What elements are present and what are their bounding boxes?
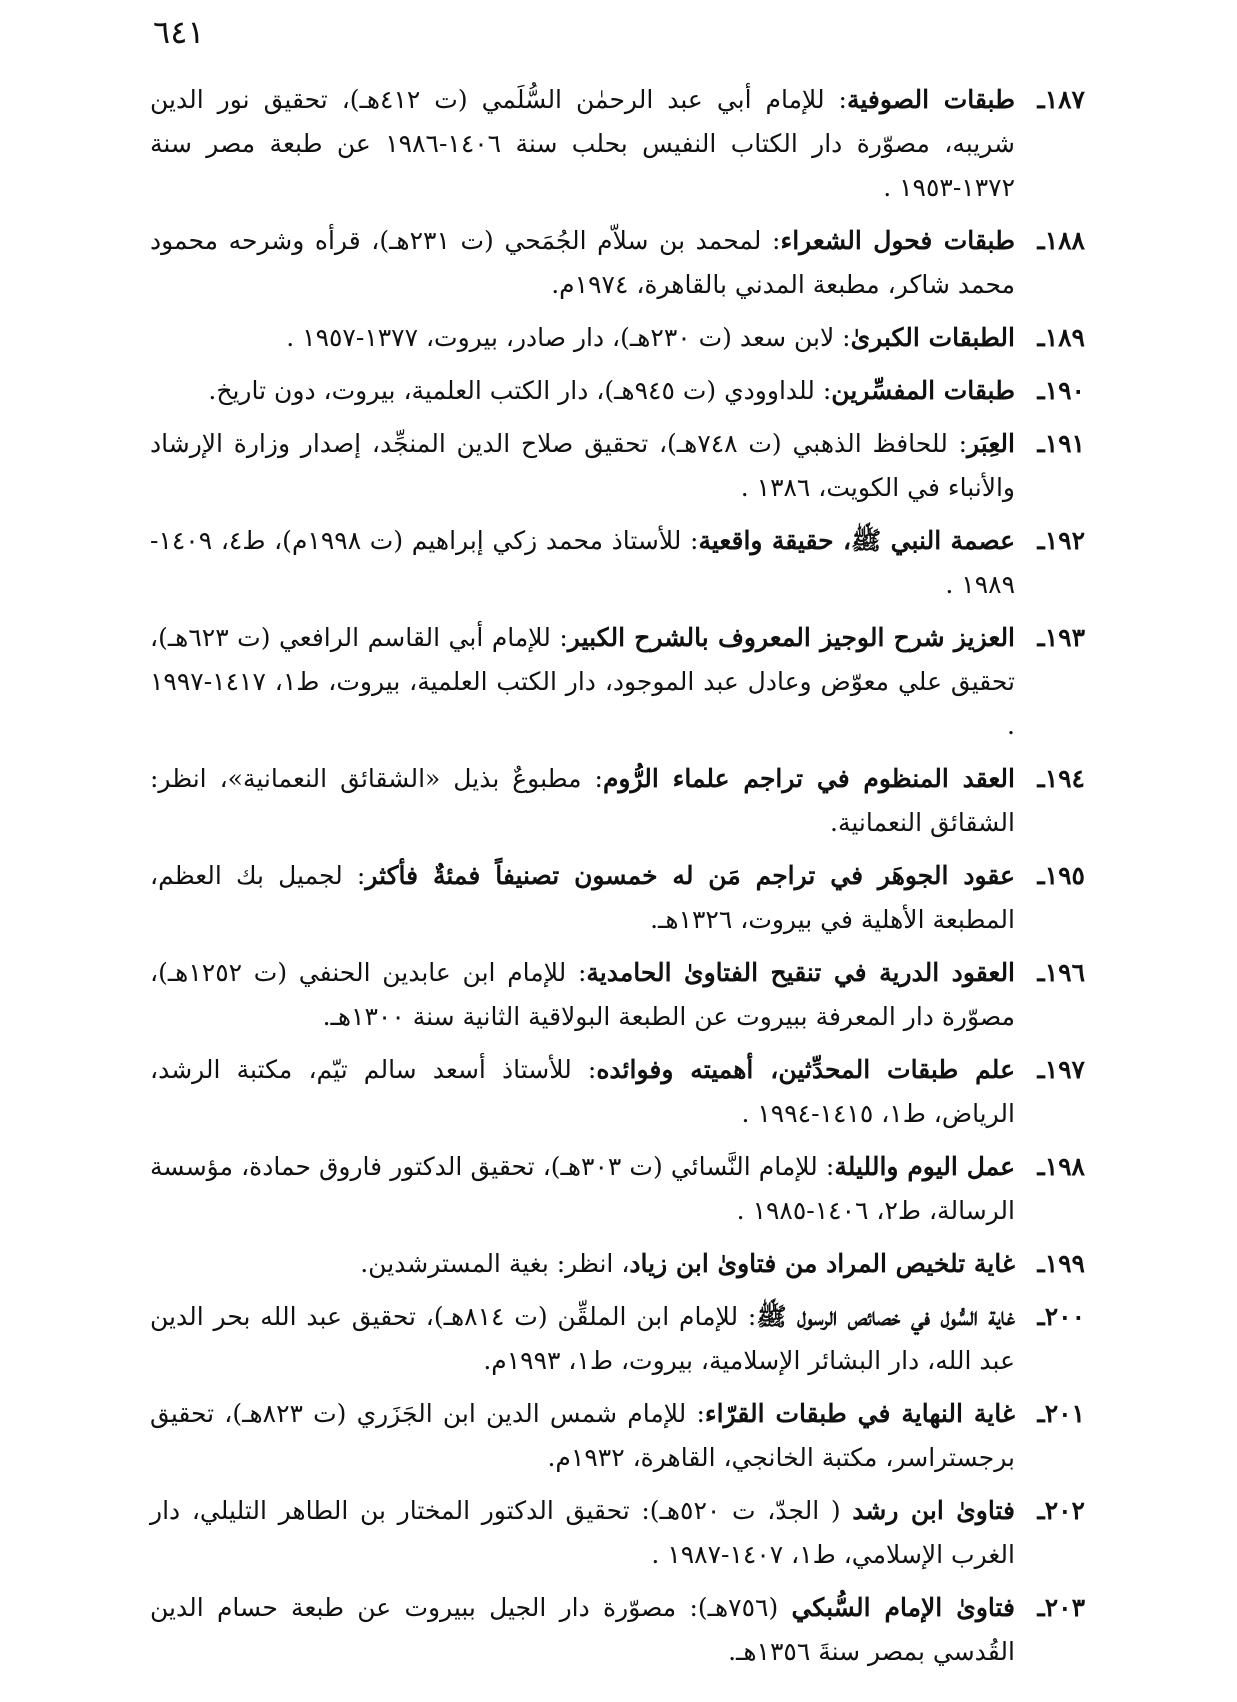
- entry-title: عمل اليوم والليلة: [834, 1152, 1015, 1181]
- entry-title: العقد المنظوم في تراجم علماء الرُّوم: [602, 764, 1015, 793]
- entry-number: ١٩٠ـ: [1037, 376, 1085, 405]
- bibliography-entry: [150, 219, 1085, 307]
- bibliography-list: [150, 78, 1085, 1683]
- entry-number: ٢٠٠ـ: [1037, 1302, 1086, 1331]
- entry-details: ( الجدّ، ت ٥٢٠هـ): تحقيق الدكتور المختار بن الطاهر التليلي، دار الغرب الإسلامي، ط١، ١٤٠٧-١٩٨٧ .: [150, 1496, 1015, 1569]
- entry-details: ، انظر: بغية المسترشدين.: [360, 1249, 630, 1278]
- entry-number: ١٩٣ـ: [1037, 623, 1086, 652]
- bibliography-entry: [150, 78, 1085, 210]
- bibliography-entry: [150, 1242, 1085, 1286]
- entry-details: : للإمام أبي عبد الرحمٰن السُّلَمي (ت ٤١٢هـ)، تحقيق نور الدين شريبه، مصوّرة دار الكتاب النفيس بحلب سنة ١٤٠٦-١٩٨٦ عن طبعة مصر سنة ١٣٧٢-١٩٥٣ .: [150, 85, 1015, 202]
- entry-details: : للإمام ابن عابدين الحنفي (ت ١٢٥٢هـ)، مصوّرة دار المعرفة ببيروت عن الطبعة البولاقية الثانية سنة ١٣٠٠هـ.: [150, 958, 1015, 1031]
- page-number: ٦٤١: [153, 13, 205, 51]
- entry-title: فتاوىٰ ابن رشد: [852, 1496, 1015, 1525]
- bibliography-entry: [150, 519, 1085, 607]
- entry-details: : لجميل بك العظم، المطبعة الأهلية في بيروت، ١٣٢٦هـ.: [150, 861, 1015, 934]
- entry-title: عصمة النبي ﷺ، حقيقة واقعية: [698, 526, 1016, 555]
- bibliography-entry: [150, 1295, 1085, 1383]
- bibliography-entry: [150, 1489, 1085, 1577]
- entry-details: : للأستاذ محمد زكي إبراهيم (ت ١٩٩٨م)، ط٤، ١٤٠٩- ١٩٨٩ .: [150, 526, 1015, 599]
- entry-title: عقود الجوهَر في تراجم مَن له خمسون تصنيفاً فمئةٌ فأكثر: [365, 861, 1015, 890]
- bibliography-entry: [150, 854, 1085, 942]
- entry-title: طبقات الصوفية: [846, 85, 1015, 114]
- entry-title: غاية تلخيص المراد من فتاوىٰ ابن زياد: [629, 1249, 1015, 1278]
- entry-details: (٧٥٦هـ): مصوّرة دار الجيل ببيروت عن طبعة حسام الدين القُدسي بمصر سنةَ ١٣٥٦هـ.: [150, 1593, 1015, 1666]
- entry-number: ١٨٨ـ: [1037, 226, 1085, 255]
- entry-number: ١٩٦ـ: [1037, 958, 1086, 987]
- entry-details: : لمحمد بن سلاّم الجُمَحي (ت ٢٣١هـ)، قرأه وشرحه محمود محمد شاكر، مطبعة المدني بالقاهرة، ١٩٧٤م.: [150, 226, 1015, 299]
- entry-number: ١٩٤ـ: [1037, 764, 1085, 793]
- entry-title: فتاوىٰ الإمام السُّبكي: [791, 1593, 1016, 1622]
- entry-number: ١٨٧ـ: [1037, 85, 1085, 114]
- entry-number: ١٨٩ـ: [1037, 323, 1085, 352]
- entry-number: ١٩١ـ: [1037, 429, 1085, 458]
- entry-title: غاية النهاية في طبقات القرّاء: [704, 1399, 1015, 1428]
- entry-number: ٢٠٣ـ: [1037, 1593, 1086, 1622]
- entry-details: : لابن سعد (ت ٢٣٠هـ)، دار صادر، بيروت، ١٣٧٧-١٩٥٧ .: [286, 323, 851, 352]
- bibliography-entry: [150, 316, 1085, 360]
- bibliography-entry: [150, 1048, 1085, 1136]
- entry-details: : للإمام أبي القاسم الرافعي (ت ٦٢٣هـ)، تحقيق علي معوّض وعادل عبد الموجود، دار الكتب العلمية، بيروت، ط١، ١٤١٧-١٩٩٧ .: [150, 623, 1016, 740]
- entry-title: العزيز شرح الوجيز المعروف بالشرح الكبير: [567, 623, 1016, 652]
- entry-title: غاية السُّول في خصائص الرسول ﷺ: [756, 1302, 1016, 1331]
- bibliography-entry: [150, 1392, 1085, 1480]
- entry-details: : للإمام النَّسائي (ت ٣٠٣هـ)، تحقيق الدكتور فاروق حمادة، مؤسسة الرسالة، ط٢، ١٤٠٦-١٩٨٥ .: [150, 1152, 1015, 1225]
- bibliography-entry: [150, 1586, 1085, 1674]
- entry-title: طبقات المفسِّرين: [831, 376, 1015, 405]
- entry-number: ١٩٩ـ: [1037, 1249, 1085, 1278]
- entry-details: : للإمام ابن الملقِّن (ت ٨١٤هـ)، تحقيق عبد الله بحر الدين عبد الله، دار البشائر الإسلامية، بيروت، ط١، ١٩٩٣م.: [150, 1302, 1015, 1375]
- entry-title: طبقات فحول الشعراء: [780, 226, 1015, 255]
- entry-details: : للحافظ الذهبي (ت ٧٤٨هـ)، تحقيق صلاح الدين المنجِّد، إصدار وزارة الإرشاد والأنباء في الكويت، ١٣٨٦ .: [150, 429, 1015, 502]
- entry-number: ١٩٥ـ: [1037, 861, 1085, 890]
- bibliography-entry: [150, 422, 1085, 510]
- entry-title: الطبقات الكبرىٰ: [850, 323, 1015, 352]
- entry-number: ٢٠٢ـ: [1037, 1496, 1085, 1525]
- entry-details: : للأستاذ أسعد سالم تيّم، مكتبة الرشد، الرياض، ط١، ١٤١٥-١٩٩٤ .: [150, 1055, 1015, 1128]
- entry-number: ١٩٢ـ: [1037, 526, 1086, 555]
- entry-number: ٢٠١ـ: [1037, 1399, 1085, 1428]
- entry-details: : مطبوعٌ بذيل «الشقائق النعمانية»، انظر: الشقائق النعمانية.: [150, 764, 1015, 837]
- entry-title: العِبَر: [967, 429, 1015, 458]
- entry-title: علم طبقات المحدِّثين، أهميته وفوائده: [596, 1055, 1015, 1084]
- bibliography-entry: [150, 616, 1085, 748]
- entry-details: : للداوودي (ت ٩٤٥هـ)، دار الكتب العلمية، بيروت، دون تاريخ.: [208, 376, 832, 405]
- entry-number: ١٩٨ـ: [1037, 1152, 1085, 1181]
- entry-number: ١٩٧ـ: [1037, 1055, 1085, 1084]
- bibliography-entry: [150, 951, 1085, 1039]
- entry-details: : للإمام شمس الدين ابن الجَزَري (ت ٨٢٣هـ)، تحقيق برجستراسر، مكتبة الخانجي، القاهرة، ١٩٣٢م.: [150, 1399, 1015, 1472]
- bibliography-entry: [150, 1145, 1085, 1233]
- bibliography-entry: [150, 757, 1085, 845]
- bibliography-entry: [150, 369, 1085, 413]
- entry-title: العقود الدرية في تنقيح الفتاوىٰ الحامدية: [586, 958, 1016, 987]
